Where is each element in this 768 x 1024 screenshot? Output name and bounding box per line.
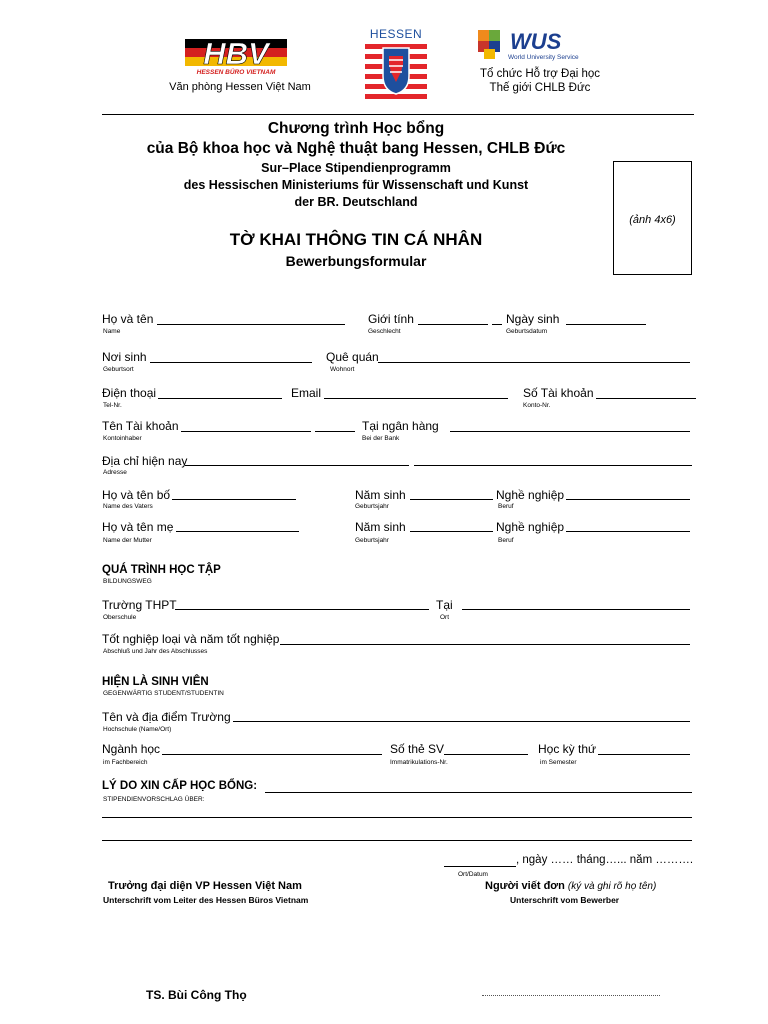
- sublabel-gegenwaertig: GEGENWÄRTIG STUDENT/STUDENTIN: [103, 690, 224, 697]
- hbv-office-name: Văn phòng Hessen Việt Nam: [169, 81, 311, 93]
- signature-right-note: (ký và ghi rõ họ tên): [567, 881, 657, 892]
- label-tot-nghiep: Tốt nghiệp loại và năm tốt nghiệp: [102, 632, 280, 646]
- input-ho-ten-me[interactable]: [176, 531, 299, 532]
- wus-logo-text: WUS: [510, 29, 562, 54]
- signature-right-line[interactable]: [482, 995, 660, 996]
- label-nghe-nghiep-bo: Nghề nghiệp: [496, 488, 565, 502]
- form-title: TỜ KHAI THÔNG TIN CÁ NHÂN: [229, 230, 483, 249]
- signature-left-title: Trưởng đại diện VP Hessen Việt Nam: [108, 880, 302, 892]
- sublabel-adresse: Adresse: [103, 469, 127, 476]
- sublabel-beruf-bo: Beruf: [498, 503, 514, 510]
- title-line3: Sur–Place Stipendienprogramm: [261, 161, 451, 175]
- sublabel-geburtsjahr-me: Geburtsjahr: [355, 537, 389, 544]
- sublabel-vater: Name des Vaters: [103, 503, 153, 510]
- hbv-logo-subtitle: HESSEN BÜRO VIETNAM: [196, 69, 276, 76]
- title-line5: der BR. Deutschland: [294, 195, 418, 209]
- header-divider: [102, 114, 694, 115]
- label-ho-ten-bo: Họ và tên bố: [102, 488, 171, 502]
- input-ort[interactable]: [444, 866, 516, 867]
- title-line2: của Bộ khoa học và Nghệ thuật bang Hessen, CHLB Đức: [146, 140, 566, 157]
- input-ly-do-2[interactable]: [102, 817, 692, 818]
- wus-org-line2: Thế giới CHLB Đức: [489, 82, 591, 94]
- label-ho-ten: Họ và tên: [102, 312, 154, 326]
- sublabel-tel: Tel-Nr.: [103, 402, 122, 409]
- label-tai-ngan-hang: Tại ngân hàng: [362, 419, 439, 433]
- input-gioi-tinh[interactable]: [418, 324, 488, 325]
- label-tai: Tại: [436, 598, 453, 612]
- sublabel-fachbereich: im Fachbereich: [103, 759, 148, 766]
- sublabel-ort-datum: Ort/Datum: [458, 871, 488, 878]
- input-noi-sinh[interactable]: [150, 362, 312, 363]
- date-line-text: , ngày …… tháng…... năm ……….: [516, 854, 694, 866]
- input-ngay-sinh[interactable]: [566, 324, 646, 325]
- sublabel-ort: Ort: [440, 614, 450, 621]
- input-ho-ten-bo[interactable]: [172, 499, 296, 500]
- input-ly-do-3[interactable]: [102, 840, 692, 841]
- signature-right-title-wrap: [485, 880, 656, 892]
- sublabel-oberschule: Oberschule: [103, 614, 137, 621]
- hessen-logo-text: HESSEN: [369, 27, 423, 41]
- label-so-tai-khoan: Số Tài khoản: [523, 386, 594, 400]
- input-hoc-ky[interactable]: [598, 754, 690, 755]
- hessen-logo: [365, 27, 427, 101]
- sublabel-hochschule: Hochschule (Name/Ort): [103, 726, 172, 733]
- title-line1: Chương trình Học bổng: [267, 120, 445, 137]
- sublabel-semester: im Semester: [540, 759, 577, 766]
- input-nghe-nghiep-bo[interactable]: [566, 499, 690, 500]
- input-nganh-hoc[interactable]: [162, 754, 382, 755]
- photo-box[interactable]: [613, 161, 692, 275]
- signature-left-sub: Unterschrift vom Leiter des Hessen Büros Vietnam: [103, 895, 309, 905]
- wus-logo-subtitle: World University Service: [508, 54, 579, 61]
- input-ly-do-1[interactable]: [265, 792, 692, 793]
- sublabel-wohnort: Wohnort: [330, 366, 355, 373]
- sublabel-geburtsdatum: Geburtsdatum: [506, 328, 548, 335]
- label-hoc-ky: Học kỳ thứ: [538, 742, 597, 756]
- label-nam-sinh-me: Năm sinh: [355, 520, 406, 534]
- label-noi-sinh: Nơi sinh: [102, 350, 147, 364]
- input-ten-tai-khoan-extra[interactable]: [315, 431, 355, 432]
- hbv-logo: [185, 34, 287, 78]
- form-title-de: Bewerbungsformular: [285, 253, 427, 269]
- sublabel-beruf-me: Beruf: [498, 537, 514, 544]
- label-ngay-sinh: Ngày sinh: [506, 312, 560, 326]
- input-nam-sinh-me[interactable]: [410, 531, 493, 532]
- input-tai[interactable]: [462, 609, 690, 610]
- input-nam-sinh-bo[interactable]: [410, 499, 493, 500]
- label-ten-truong: Tên và địa điểm Trường: [102, 710, 231, 724]
- sublabel-konto: Konto-Nr.: [523, 402, 551, 409]
- input-nghe-nghiep-me[interactable]: [566, 531, 690, 532]
- hbv-logo-text: HBV: [203, 36, 269, 71]
- label-nghe-nghiep-me: Nghề nghiệp: [496, 520, 565, 534]
- input-tai-ngan-hang[interactable]: [450, 431, 690, 432]
- heading-hien-la-sinh-vien: HIỆN LÀ SINH VIÊN: [102, 676, 209, 688]
- input-ho-ten[interactable]: [157, 324, 345, 325]
- input-so-tai-khoan[interactable]: [596, 398, 696, 399]
- signature-left-name: TS. Bùi Công Thọ: [146, 988, 247, 1002]
- input-truong-thpt[interactable]: [175, 609, 429, 610]
- sublabel-mutter: Name der Mutter: [103, 537, 152, 544]
- label-truong-thpt: Trường THPT: [102, 598, 177, 612]
- hessen-crest-icon: [365, 42, 427, 100]
- input-que-quan[interactable]: [378, 362, 690, 363]
- input-tot-nghiep[interactable]: [280, 644, 690, 645]
- label-dia-chi: Địa chỉ hiện nay: [102, 454, 188, 468]
- label-email: Email: [291, 386, 322, 400]
- sublabel-geschlecht: Geschlecht: [368, 328, 401, 335]
- sublabel-bildungsweg: BILDUNGSWEG: [103, 578, 152, 585]
- sublabel-kontoinhaber: Kontoinhaber: [103, 435, 142, 442]
- input-dia-chi[interactable]: [185, 465, 409, 466]
- input-ten-tai-khoan[interactable]: [181, 431, 311, 432]
- heading-ly-do: LÝ DO XIN CẤP HỌC BỔNG:: [102, 780, 258, 792]
- wus-logo-graphic: [478, 27, 588, 67]
- sublabel-name: Name: [103, 328, 121, 335]
- sublabel-stipendienvorschlag: STIPENDIENVORSCHLAG ÜBER:: [103, 796, 205, 803]
- label-gioi-tinh: Giới tính: [368, 312, 414, 326]
- label-nam-sinh-bo: Năm sinh: [355, 488, 406, 502]
- input-gioi-tinh-extra[interactable]: [492, 324, 502, 325]
- label-ho-ten-me: Họ và tên mẹ: [102, 520, 174, 534]
- input-dia-chi-extra[interactable]: [414, 465, 692, 466]
- sublabel-geburtsort: Geburtsort: [103, 366, 134, 373]
- label-nganh-hoc: Ngành học: [102, 742, 161, 756]
- sublabel-abschluss: Abschluß und Jahr des Abschlusses: [103, 648, 208, 655]
- signature-right-sub: Unterschrift vom Bewerber: [510, 895, 620, 905]
- sublabel-immatrikulation: Immatrikulations-Nr.: [390, 759, 448, 766]
- label-dien-thoai: Điện thoại: [102, 386, 157, 400]
- photo-box-label: (ảnh 4x6): [629, 214, 676, 226]
- wus-org-line1: Tổ chức Hỗ trợ Đại học: [479, 68, 601, 80]
- label-ten-tai-khoan: Tên Tài khoản: [102, 419, 179, 433]
- heading-qua-trinh-hoc-tap: QUÁ TRÌNH HỌC TẬP: [102, 564, 221, 576]
- hbv-logo-graphic: [185, 34, 287, 78]
- input-email[interactable]: [324, 398, 508, 399]
- wus-logo: [478, 27, 588, 67]
- title-line4: des Hessischen Ministeriums für Wissenschaft und Kunst: [183, 178, 529, 192]
- sublabel-bank: Bei der Bank: [362, 435, 400, 442]
- label-so-the-sv: Số thẻ SV: [390, 742, 445, 756]
- label-que-quan: Quê quán: [326, 350, 379, 364]
- input-ten-truong[interactable]: [233, 721, 690, 722]
- input-so-the-sv[interactable]: [444, 754, 528, 755]
- signature-right-title: Người viết đơn: [485, 880, 565, 892]
- sublabel-geburtsjahr-bo: Geburtsjahr: [355, 503, 389, 510]
- input-dien-thoai[interactable]: [158, 398, 282, 399]
